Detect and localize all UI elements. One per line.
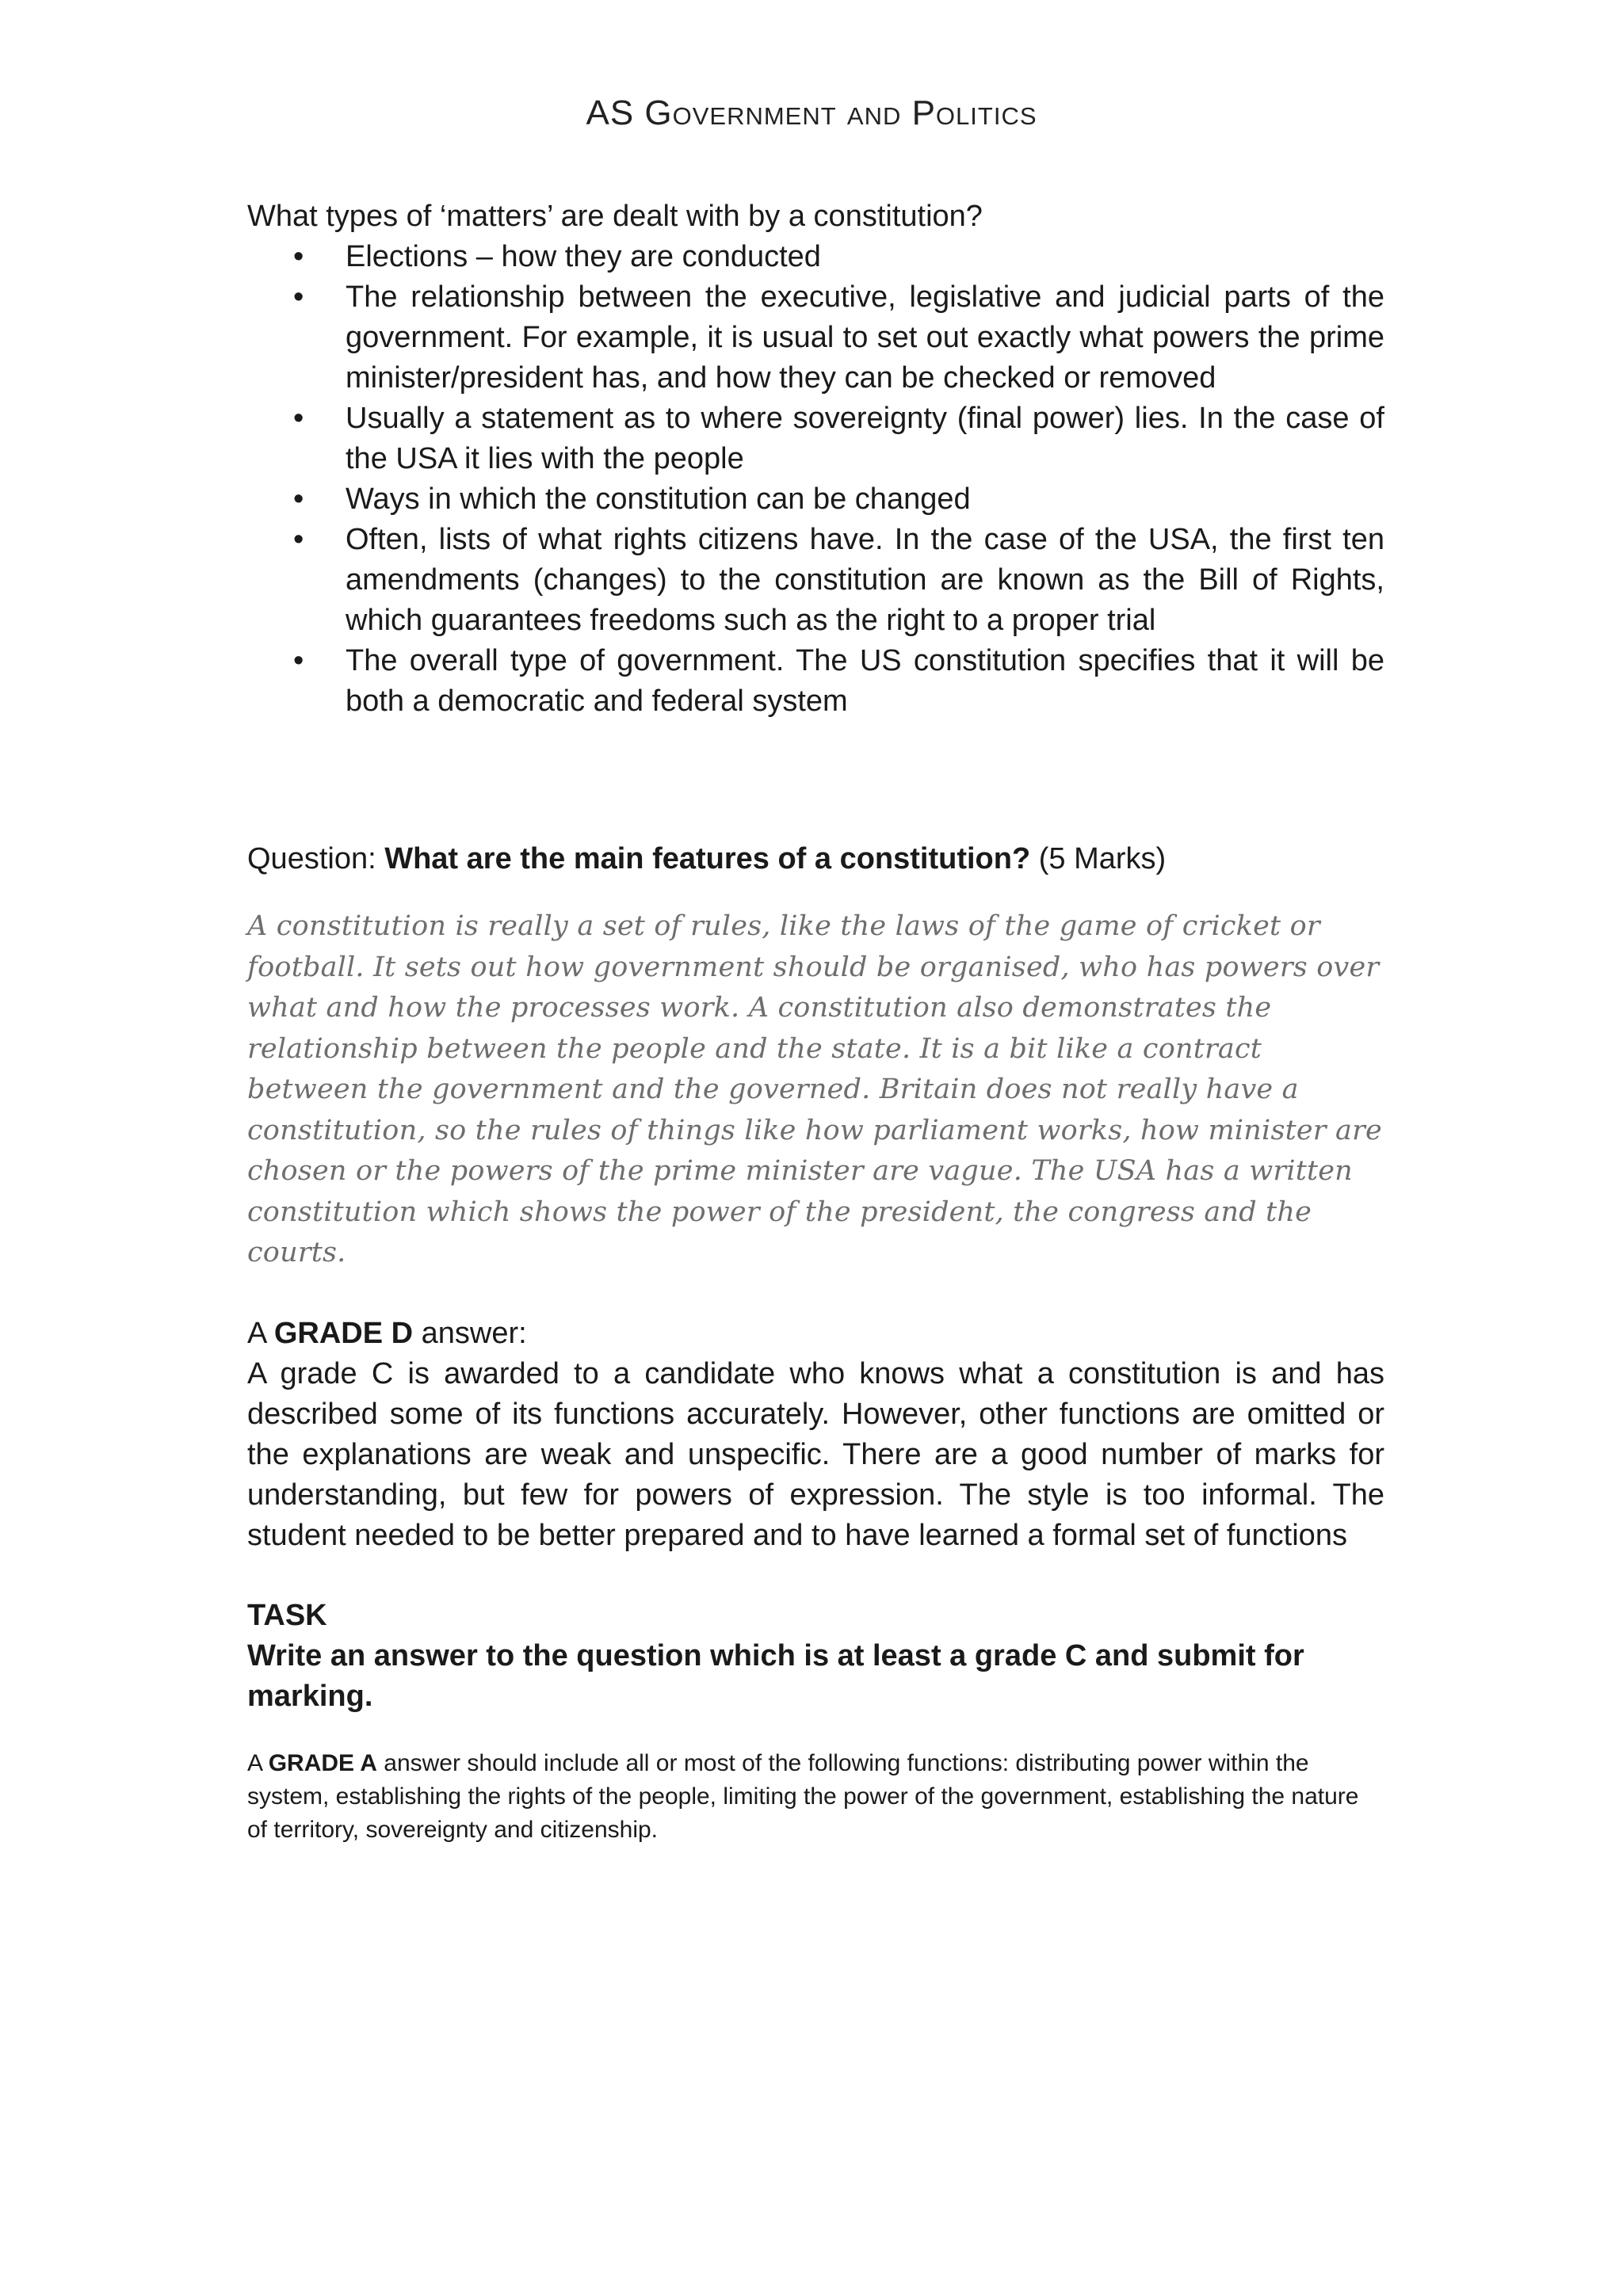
list-item-text: Elections – how they are conducted: [346, 240, 821, 273]
intro-question: What types of ‘matters’ are dealt with by a constitution?: [247, 200, 983, 233]
grade-d-section: [247, 1314, 1384, 1556]
list-item: [247, 479, 1384, 520]
grade-a-label: GRADE A: [268, 1749, 377, 1776]
list-item-text: The relationship between the executive, legislative and judicial parts of the government. For example, it is usual to set out exactly what powers the prime minister/president has, and how they can be checked or removed: [346, 280, 1384, 395]
student-answer: A constitution is really a set of rules, like the laws of the game of cricket or football. It sets out how government should be organised, who has powers over what and how the processes work. A constitution also demonstrates the relationship between the people and the state. It is a bit like a contract between the government and the governed. Britain does not really have a constitution, so the rules of things like how parliament works, how minister are chosen or the powers of the prime minister are vague. The USA has a written constitution which shows the power of the president, the congress and the courts.: [247, 910, 1382, 1268]
bullet-icon: •: [293, 402, 304, 435]
question-marks: (5 Marks): [1030, 842, 1167, 875]
question-text: What are the main features of a constitution?: [384, 842, 1031, 875]
bullet-icon: •: [293, 644, 304, 677]
bullet-icon: •: [293, 523, 304, 556]
bullet-icon: •: [293, 240, 304, 273]
list-item: [247, 399, 1384, 479]
list-item: [247, 520, 1384, 641]
bullet-icon: •: [293, 482, 304, 516]
list-item-text: The overall type of government. The US constitution specifies that it will be both a democratic and federal system: [346, 644, 1384, 718]
list-item: [247, 277, 1384, 399]
list-item: [247, 641, 1384, 722]
grade-d-suffix: answer:: [413, 1316, 527, 1350]
task-section: [247, 1596, 1384, 1717]
grade-a-text: answer should include all or most of the following functions: distributing power within the system, establishing the rights of the people, limiting the power of the government, establishing the nature of territory, sovereignty and citizenship.: [247, 1749, 1359, 1843]
intro-section: [247, 196, 1384, 722]
features-list: [247, 237, 1384, 722]
document-content: [247, 196, 1384, 1847]
task-heading: TASK: [247, 1598, 327, 1632]
list-item: [247, 237, 1384, 277]
list-item-text: Often, lists of what rights citizens have. In the case of the USA, the first ten amendments (changes) to the constitution are known as the Bill of Rights, which guarantees freedoms such as the right to a proper trial: [346, 523, 1384, 637]
page-header-title: AS Government and Politics: [586, 93, 1037, 132]
list-item-text: Ways in which the constitution can be changed: [346, 482, 971, 516]
grade-d-label: GRADE D: [273, 1316, 414, 1350]
list-item-text: Usually a statement as to where sovereignty (final power) lies. In the case of the USA it lies with the people: [346, 402, 1384, 475]
grade-d-prefix: A: [247, 1316, 274, 1350]
grade-a-prefix: A: [247, 1749, 269, 1776]
grade-a-note: [247, 1747, 1384, 1847]
question-prefix: Question:: [247, 842, 385, 875]
task-instruction: Write an answer to the question which is at least a grade C and submit for marking.: [247, 1638, 1304, 1713]
exam-question: [247, 839, 1384, 879]
grade-d-comment: A grade C is awarded to a candidate who knows what a constitution is and has described some of its functions accurately. However, other functions are omitted or the explanations are weak and unspecific. There are a good number of marks for understanding, but few for powers of expression. The style is too informal. The student needed to be better prepared and to have learned a formal set of functions: [247, 1356, 1384, 1552]
grade-d-heading: [247, 1314, 1384, 1354]
bullet-icon: •: [293, 280, 304, 314]
